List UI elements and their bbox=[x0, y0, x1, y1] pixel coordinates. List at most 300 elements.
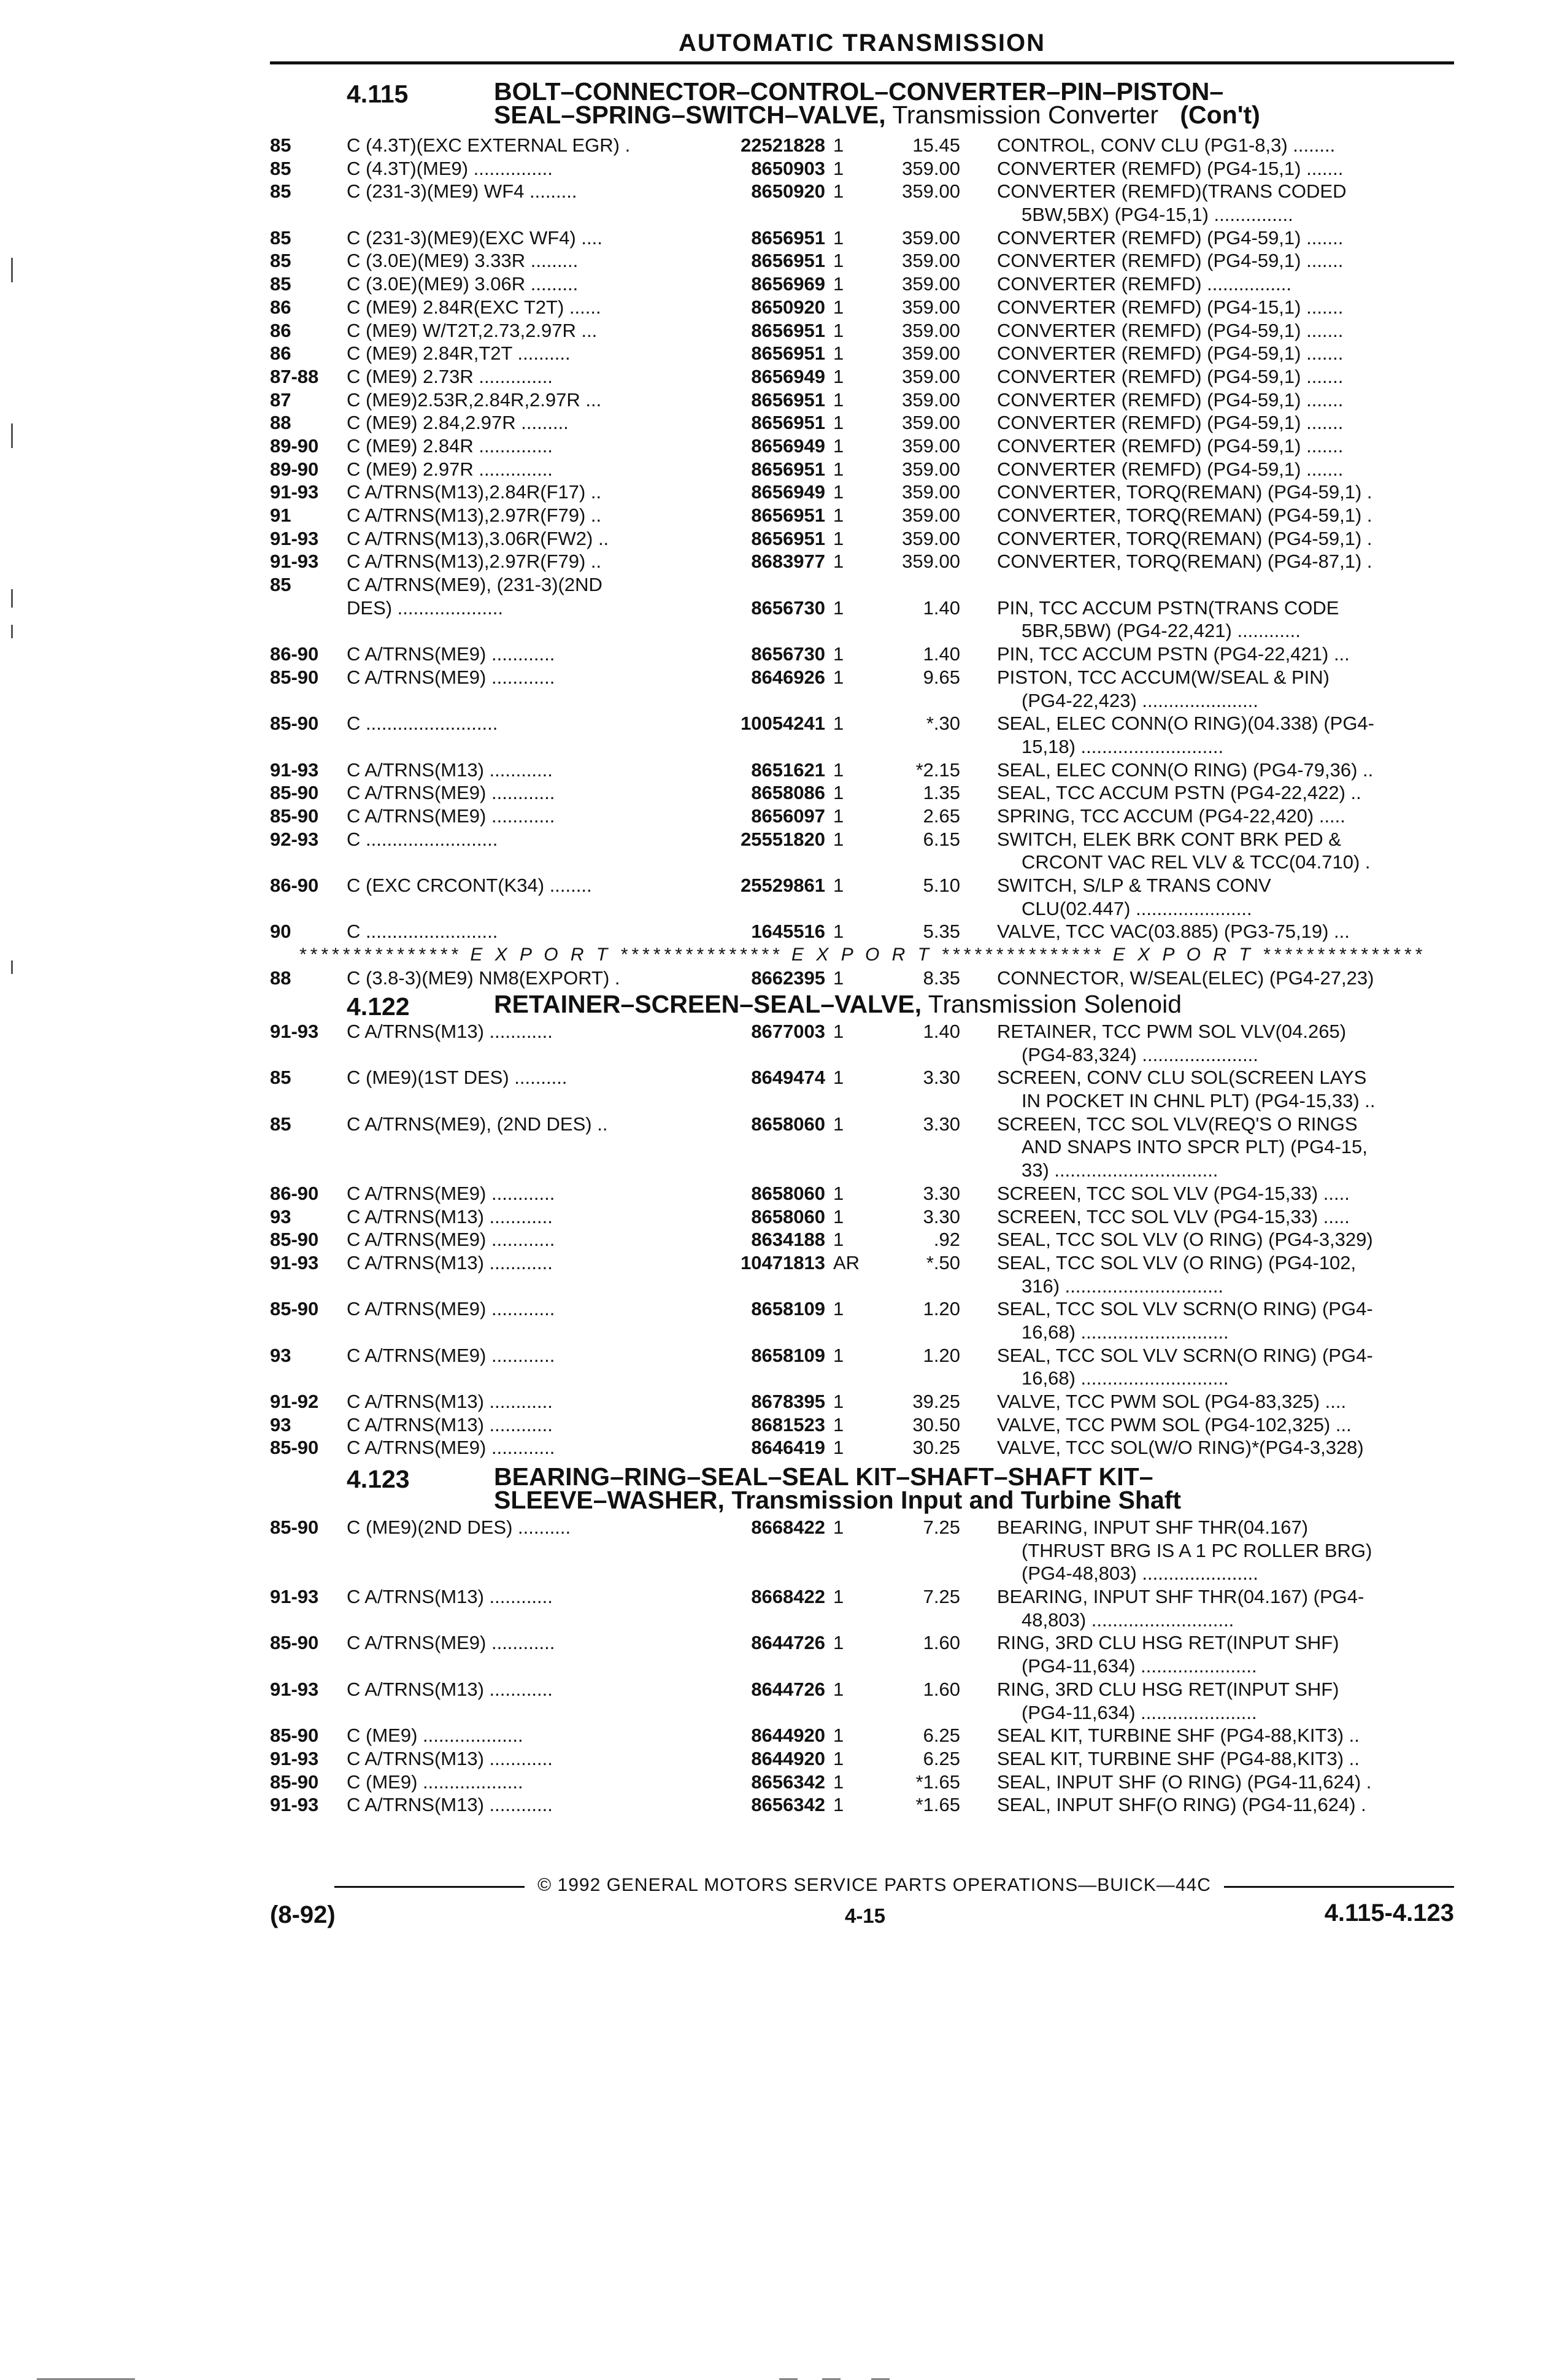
table-row bbox=[270, 1585, 1454, 1609]
application-cell: C A/TRNS(M13),2.84R(F17) .. bbox=[347, 481, 602, 503]
section-title-suffix: (Con't) bbox=[1180, 101, 1260, 129]
application-cell: C A/TRNS(ME9), (231-3)(2ND bbox=[347, 574, 602, 596]
part-number-cell: 8651621 bbox=[751, 759, 825, 781]
quantity-cell: 1 bbox=[833, 1391, 844, 1412]
quantity-cell: 1 bbox=[833, 1771, 844, 1793]
quantity-cell: 1 bbox=[833, 921, 844, 943]
quantity-cell: 1 bbox=[833, 759, 844, 781]
year-cell: 85 bbox=[270, 273, 291, 295]
price-cell: 359.00 bbox=[902, 273, 960, 295]
scan-mark bbox=[11, 625, 13, 638]
price-cell: 359.00 bbox=[902, 481, 960, 503]
year-cell: 85-90 bbox=[270, 1632, 319, 1654]
table-row-continuation bbox=[270, 1321, 1454, 1344]
section-title-bold: RETAINER–SCREEN–SEAL–VALVE, bbox=[494, 990, 922, 1018]
part-number-cell: 8662395 bbox=[751, 967, 825, 989]
application-cell: C (ME9) ................... bbox=[347, 1725, 523, 1747]
description-cell: SPRING, TCC ACCUM (PG4-22,420) ..... bbox=[997, 805, 1345, 827]
year-cell: 93 bbox=[270, 1344, 291, 1366]
year-cell: 91-93 bbox=[270, 1021, 319, 1042]
price-cell: 359.00 bbox=[902, 388, 960, 411]
table-row bbox=[270, 828, 1454, 851]
description-cell: (PG4-48,803) ...................... bbox=[1022, 1563, 1258, 1585]
application-cell: C A/TRNS(M13) ............ bbox=[347, 1251, 553, 1273]
year-cell: 85 bbox=[270, 226, 291, 249]
application-cell: C (ME9)(2ND DES) .......... bbox=[347, 1516, 571, 1538]
year-cell: 85-90 bbox=[270, 666, 319, 688]
section-title-bold: SEAL–SPRING–SWITCH–VALVE, bbox=[494, 101, 886, 129]
export-divider-text: *************** E X P O R T *************** E X P O R T *************** E X P O R T *************** bbox=[298, 945, 1426, 965]
quantity-cell: 1 bbox=[833, 713, 844, 735]
application-cell: C (EXC CRCONT(K34) ........ bbox=[347, 875, 592, 896]
year-cell: 87 bbox=[270, 388, 291, 411]
part-number-cell: 8634188 bbox=[751, 1229, 825, 1251]
description-cell: SEAL, ELEC CONN(O RING)(04.338) (PG4- bbox=[997, 713, 1374, 735]
table-row-continuation bbox=[270, 203, 1454, 226]
price-cell: 359.00 bbox=[902, 458, 960, 480]
table-row bbox=[270, 180, 1454, 203]
year-cell: 85 bbox=[270, 157, 291, 179]
application-cell: C A/TRNS(M13),2.97R(F79) .. bbox=[347, 551, 602, 573]
description-cell: CONVERTER (REMFD) (PG4-59,1) ....... bbox=[997, 458, 1344, 480]
application-cell: C (231-3)(ME9) WF4 ......... bbox=[347, 180, 577, 203]
description-cell: CONVERTER, TORQ(REMAN) (PG4-87,1) . bbox=[997, 551, 1372, 573]
application-cell: C ......................... bbox=[347, 828, 498, 850]
quantity-cell: 1 bbox=[833, 1632, 844, 1654]
price-cell: 6.15 bbox=[923, 828, 960, 850]
description-cell: PIN, TCC ACCUM PSTN(TRANS CODE bbox=[997, 597, 1339, 619]
description-cell: CONVERTER, TORQ(REMAN) (PG4-59,1) . bbox=[997, 481, 1372, 503]
description-cell: SEAL, TCC SOL VLV SCRN(O RING) (PG4- bbox=[997, 1344, 1373, 1366]
year-cell: 85-90 bbox=[270, 1437, 319, 1459]
section-title-rest: Transmission Converter bbox=[892, 101, 1158, 129]
description-cell: SCREEN, TCC SOL VLV (PG4-15,33) ..... bbox=[997, 1182, 1350, 1204]
description-cell: 48,803) ........................... bbox=[1022, 1609, 1234, 1631]
application-cell: C A/TRNS(ME9) ............ bbox=[347, 805, 555, 827]
year-cell: 91-93 bbox=[270, 759, 319, 781]
parts-table-4-123 bbox=[270, 1516, 1454, 1817]
description-cell: CONVERTER (REMFD) (PG4-59,1) ....... bbox=[997, 435, 1344, 457]
description-cell: SWITCH, ELEK BRK CONT BRK PED & bbox=[997, 828, 1341, 850]
part-number-cell: 8677003 bbox=[751, 1021, 825, 1042]
description-cell: SEAL, TCC SOL VLV (O RING) (PG4-102, bbox=[997, 1251, 1357, 1273]
year-cell: 88 bbox=[270, 412, 291, 434]
table-row bbox=[270, 296, 1454, 319]
section-title-bold: BOLT–CONNECTOR–CONTROL–CONVERTER–PIN–PISTON– bbox=[494, 77, 1224, 106]
table-row bbox=[270, 967, 1454, 990]
description-cell: VALVE, TCC PWM SOL (PG4-83,325) .... bbox=[997, 1391, 1347, 1412]
price-cell: *2.15 bbox=[915, 759, 960, 781]
quantity-cell: 1 bbox=[833, 504, 844, 526]
part-number-cell: 8683977 bbox=[751, 551, 825, 573]
description-cell: CONVERTER (REMFD) (PG4-59,1) ....... bbox=[997, 319, 1344, 341]
description-cell: SCREEN, CONV CLU SOL(SCREEN LAYS bbox=[997, 1067, 1367, 1089]
year-cell: 85-90 bbox=[270, 1298, 319, 1320]
table-row-continuation bbox=[270, 1135, 1454, 1159]
description-cell: 5BR,5BW) (PG4-22,421) ............ bbox=[1022, 620, 1301, 642]
price-cell: 359.00 bbox=[902, 527, 960, 549]
description-cell: CONVERTER (REMFD) (PG4-15,1) ....... bbox=[997, 157, 1344, 179]
description-cell: VALVE, TCC PWM SOL (PG4-102,325) ... bbox=[997, 1413, 1352, 1435]
year-cell: 91-93 bbox=[270, 1747, 319, 1769]
price-cell: 8.35 bbox=[923, 967, 960, 989]
quantity-cell: 1 bbox=[833, 1229, 844, 1251]
application-cell: C A/TRNS(M13),2.97R(F79) .. bbox=[347, 504, 602, 526]
description-cell: 16,68) ............................ bbox=[1022, 1321, 1229, 1343]
description-cell: CONVERTER (REMFD) (PG4-59,1) ....... bbox=[997, 412, 1344, 434]
price-cell: 359.00 bbox=[902, 551, 960, 573]
application-cell: C A/TRNS(ME9) ............ bbox=[347, 782, 555, 804]
part-number-cell: 8668422 bbox=[751, 1586, 825, 1608]
description-cell: (PG4-22,423) ...................... bbox=[1022, 689, 1258, 711]
year-cell: 86-90 bbox=[270, 875, 319, 896]
table-row bbox=[270, 272, 1454, 296]
description-cell: CRCONT VAC REL VLV & TCC(04.710) . bbox=[1022, 851, 1371, 873]
table-row bbox=[270, 435, 1454, 458]
description-cell: SCREEN, TCC SOL VLV (PG4-15,33) ..... bbox=[997, 1205, 1350, 1227]
application-cell: C A/TRNS(M13) ............ bbox=[347, 1794, 553, 1816]
export-divider bbox=[270, 943, 1454, 967]
quantity-cell: 1 bbox=[833, 1437, 844, 1459]
quantity-cell: 1 bbox=[833, 1794, 844, 1816]
part-number-cell: 8656097 bbox=[751, 805, 825, 827]
table-row bbox=[270, 365, 1454, 388]
year-cell: 85-90 bbox=[270, 1725, 319, 1747]
table-row-continuation bbox=[270, 851, 1454, 874]
application-cell: C (3.0E)(ME9) 3.06R ......... bbox=[347, 273, 579, 295]
quantity-cell: 1 bbox=[833, 134, 844, 156]
description-cell: CLU(02.447) ...................... bbox=[1022, 897, 1252, 919]
part-number-cell: 10471813 bbox=[741, 1251, 825, 1273]
application-cell: C (ME9)2.53R,2.84R,2.97R ... bbox=[347, 388, 602, 411]
application-cell: C (ME9) 2.73R .............. bbox=[347, 365, 553, 387]
part-number-cell: 8656969 bbox=[751, 273, 825, 295]
description-cell: SEAL, TCC SOL VLV SCRN(O RING) (PG4- bbox=[997, 1298, 1373, 1320]
scan-mark bbox=[11, 258, 13, 282]
part-number-cell: 8658060 bbox=[751, 1113, 825, 1135]
price-cell: 39.25 bbox=[912, 1391, 960, 1412]
table-row bbox=[270, 1436, 1454, 1459]
footer-date: (8-92) bbox=[270, 1901, 336, 1928]
section-title-rest: Transmission Solenoid bbox=[928, 990, 1182, 1018]
application-cell: C A/TRNS(M13) ............ bbox=[347, 1205, 553, 1227]
year-cell: 93 bbox=[270, 1413, 291, 1435]
quantity-cell: 1 bbox=[833, 1298, 844, 1320]
description-cell: CONNECTOR, W/SEAL(ELEC) (PG4-27,23) bbox=[997, 967, 1374, 989]
table-row-continuation bbox=[270, 1089, 1454, 1113]
application-cell: C A/TRNS(ME9) ............ bbox=[347, 666, 555, 688]
header-rule bbox=[270, 61, 1454, 64]
year-cell: 91-93 bbox=[270, 1586, 319, 1608]
table-row bbox=[270, 1390, 1454, 1413]
description-cell: BEARING, INPUT SHF THR(04.167) (PG4- bbox=[997, 1586, 1364, 1608]
quantity-cell: 1 bbox=[833, 782, 844, 804]
part-number-cell: 8650920 bbox=[751, 180, 825, 203]
description-cell: 5BW,5BX) (PG4-15,1) ............... bbox=[1022, 204, 1293, 226]
quantity-cell: 1 bbox=[833, 481, 844, 503]
year-cell: 91-93 bbox=[270, 481, 319, 503]
quantity-cell: 1 bbox=[833, 1182, 844, 1204]
quantity-cell: 1 bbox=[833, 643, 844, 665]
description-cell: SEAL, ELEC CONN(O RING) (PG4-79,36) .. bbox=[997, 759, 1374, 781]
application-cell: C (ME9)(1ST DES) .......... bbox=[347, 1067, 568, 1089]
table-row bbox=[270, 1413, 1454, 1437]
year-cell: 91-93 bbox=[270, 1678, 319, 1700]
table-row bbox=[270, 458, 1454, 481]
part-number-cell: 8650903 bbox=[751, 157, 825, 179]
table-row-continuation bbox=[270, 1159, 1454, 1182]
table-row bbox=[270, 920, 1454, 943]
table-row bbox=[270, 666, 1454, 689]
description-cell: CONVERTER (REMFD)(TRANS CODED bbox=[997, 180, 1347, 203]
application-cell: C (231-3)(ME9)(EXC WF4) .... bbox=[347, 226, 602, 249]
year-cell: 85-90 bbox=[270, 713, 319, 735]
price-cell: 3.30 bbox=[923, 1205, 960, 1227]
part-number-cell: 8656951 bbox=[751, 504, 825, 526]
price-cell: 1.40 bbox=[923, 1021, 960, 1042]
section-number: 4.122 bbox=[347, 992, 410, 1021]
quantity-cell: 1 bbox=[833, 1413, 844, 1435]
footer-rule-right bbox=[1224, 1886, 1454, 1888]
application-cell: C (ME9) 2.84,2.97R ......... bbox=[347, 412, 569, 434]
application-cell: C A/TRNS(ME9) ............ bbox=[347, 1344, 555, 1366]
quantity-cell: 1 bbox=[833, 157, 844, 179]
year-cell: 85 bbox=[270, 250, 291, 272]
application-cell: C A/TRNS(M13) ............ bbox=[347, 1021, 553, 1042]
table-row bbox=[270, 411, 1454, 435]
price-cell: 7.25 bbox=[923, 1516, 960, 1538]
part-number-cell: 8656949 bbox=[751, 481, 825, 503]
quantity-cell: 1 bbox=[833, 1344, 844, 1366]
table-row bbox=[270, 504, 1454, 527]
year-cell: 85 bbox=[270, 180, 291, 203]
part-number-cell: 8656951 bbox=[751, 388, 825, 411]
table-row bbox=[270, 388, 1454, 412]
description-cell: SEAL, INPUT SHF (O RING) (PG4-11,624) . bbox=[997, 1771, 1372, 1793]
table-row bbox=[270, 1113, 1454, 1136]
part-number-cell: 8656949 bbox=[751, 365, 825, 387]
table-row bbox=[270, 1678, 1454, 1701]
quantity-cell: 1 bbox=[833, 875, 844, 896]
application-cell: C A/TRNS(M13),3.06R(FW2) .. bbox=[347, 527, 609, 549]
year-cell: 89-90 bbox=[270, 458, 319, 480]
description-cell: CONVERTER, TORQ(REMAN) (PG4-59,1) . bbox=[997, 527, 1372, 549]
description-cell: CONVERTER, TORQ(REMAN) (PG4-59,1) . bbox=[997, 504, 1372, 526]
application-cell: C (4.3T)(ME9) ............... bbox=[347, 157, 553, 179]
part-number-cell: 8650920 bbox=[751, 296, 825, 318]
application-cell: C A/TRNS(M13) ............ bbox=[347, 1747, 553, 1769]
description-cell: CONVERTER (REMFD) (PG4-59,1) ....... bbox=[997, 365, 1344, 387]
application-cell: C A/TRNS(ME9) ............ bbox=[347, 1298, 555, 1320]
table-row bbox=[270, 249, 1454, 272]
part-number-cell: 8656342 bbox=[751, 1794, 825, 1816]
year-cell: 89-90 bbox=[270, 435, 319, 457]
description-cell: 33) ............................... bbox=[1022, 1159, 1218, 1181]
description-cell: CONTROL, CONV CLU (PG1-8,3) ........ bbox=[997, 134, 1336, 156]
part-number-cell: 8681523 bbox=[751, 1413, 825, 1435]
price-cell: 6.25 bbox=[923, 1747, 960, 1769]
description-cell: RING, 3RD CLU HSG RET(INPUT SHF) bbox=[997, 1632, 1339, 1654]
quantity-cell: 1 bbox=[833, 967, 844, 989]
description-cell: CONVERTER (REMFD) (PG4-59,1) ....... bbox=[997, 342, 1344, 365]
year-cell: 90 bbox=[270, 921, 291, 943]
application-cell: C (3.8-3)(ME9) NM8(EXPORT) . bbox=[347, 967, 620, 989]
application-cell: C (ME9) 2.84R(EXC T2T) ...... bbox=[347, 296, 601, 318]
description-cell: CONVERTER (REMFD) (PG4-15,1) ....... bbox=[997, 296, 1344, 318]
table-row bbox=[270, 1182, 1454, 1205]
table-row bbox=[270, 573, 1454, 597]
description-cell: PISTON, TCC ACCUM(W/SEAL & PIN) bbox=[997, 666, 1330, 688]
description-cell: (PG4-11,634) ...................... bbox=[1022, 1701, 1257, 1723]
quantity-cell: 1 bbox=[833, 1113, 844, 1135]
year-cell: 85-90 bbox=[270, 782, 319, 804]
quantity-cell: 1 bbox=[833, 1021, 844, 1042]
table-row bbox=[270, 712, 1454, 735]
table-row bbox=[270, 597, 1454, 620]
table-row-continuation bbox=[270, 1655, 1454, 1678]
description-cell: SEAL KIT, TURBINE SHF (PG4-88,KIT3) .. bbox=[997, 1725, 1360, 1747]
table-row-continuation bbox=[270, 1562, 1454, 1585]
price-cell: 3.30 bbox=[923, 1067, 960, 1089]
price-cell: 359.00 bbox=[902, 319, 960, 341]
part-number-cell: 8658109 bbox=[751, 1344, 825, 1366]
quantity-cell: 1 bbox=[833, 250, 844, 272]
quantity-cell: 1 bbox=[833, 1205, 844, 1227]
application-cell: DES) .................... bbox=[347, 597, 503, 619]
parts-table-4-115 bbox=[270, 134, 1454, 989]
part-number-cell: 8668422 bbox=[751, 1516, 825, 1538]
table-row-continuation bbox=[270, 735, 1454, 759]
application-cell: C A/TRNS(ME9) ............ bbox=[347, 1182, 555, 1204]
table-row bbox=[270, 342, 1454, 365]
price-cell: *.50 bbox=[926, 1251, 960, 1273]
table-row bbox=[270, 1297, 1454, 1321]
description-cell: 15,18) ........................... bbox=[1022, 735, 1224, 757]
quantity-cell: 1 bbox=[833, 273, 844, 295]
table-row bbox=[270, 874, 1454, 897]
part-number-cell: 1645516 bbox=[751, 921, 825, 943]
part-number-cell: 8656949 bbox=[751, 435, 825, 457]
scan-mark bbox=[11, 960, 13, 974]
parts-table-4-122 bbox=[270, 1020, 1454, 1459]
price-cell: 3.30 bbox=[923, 1113, 960, 1135]
table-row bbox=[270, 1516, 1454, 1539]
application-cell: C (ME9) 2.84R .............. bbox=[347, 435, 553, 457]
part-number-cell: 8658060 bbox=[751, 1205, 825, 1227]
table-row bbox=[270, 1747, 1454, 1771]
year-cell: 91-93 bbox=[270, 1251, 319, 1273]
quantity-cell: 1 bbox=[833, 180, 844, 203]
part-number-cell: 8656730 bbox=[751, 597, 825, 619]
price-cell: 15.45 bbox=[912, 134, 960, 156]
price-cell: 359.00 bbox=[902, 250, 960, 272]
quantity-cell: 1 bbox=[833, 412, 844, 434]
part-number-cell: 10054241 bbox=[741, 713, 825, 735]
price-cell: 1.40 bbox=[923, 597, 960, 619]
table-row bbox=[270, 157, 1454, 180]
application-cell: C A/TRNS(ME9) ............ bbox=[347, 1632, 555, 1654]
price-cell: 359.00 bbox=[902, 180, 960, 203]
section-title-bold: SLEEVE–WASHER, bbox=[494, 1486, 725, 1514]
table-row-continuation bbox=[270, 1043, 1454, 1067]
quantity-cell: 1 bbox=[833, 226, 844, 249]
description-cell: VALVE, TCC VAC(03.885) (PG3-75,19) ... bbox=[997, 921, 1350, 943]
table-row bbox=[270, 481, 1454, 504]
year-cell: 93 bbox=[270, 1205, 291, 1227]
year-cell: 85 bbox=[270, 1067, 291, 1089]
table-row bbox=[270, 1251, 1454, 1275]
table-row bbox=[270, 134, 1454, 157]
year-cell: 86-90 bbox=[270, 1182, 319, 1204]
quantity-cell: AR bbox=[833, 1251, 860, 1273]
application-cell: C (ME9) ................... bbox=[347, 1771, 523, 1793]
table-row bbox=[270, 1631, 1454, 1655]
price-cell: 1.35 bbox=[923, 782, 960, 804]
scan-mark bbox=[11, 423, 13, 448]
part-number-cell: 8658109 bbox=[751, 1298, 825, 1320]
part-number-cell: 22521828 bbox=[741, 134, 825, 156]
year-cell: 85 bbox=[270, 134, 291, 156]
price-cell: 30.50 bbox=[912, 1413, 960, 1435]
price-cell: 2.65 bbox=[923, 805, 960, 827]
table-row-continuation bbox=[270, 1539, 1454, 1563]
application-cell: C A/TRNS(ME9) ............ bbox=[347, 1437, 555, 1459]
application-cell: C A/TRNS(ME9) ............ bbox=[347, 643, 555, 665]
table-row bbox=[270, 1771, 1454, 1794]
price-cell: 5.10 bbox=[923, 875, 960, 896]
description-cell: SEAL, TCC ACCUM PSTN (PG4-22,422) .. bbox=[997, 782, 1361, 804]
section-title bbox=[494, 1462, 1451, 1514]
price-cell: 1.60 bbox=[923, 1678, 960, 1700]
table-row bbox=[270, 1205, 1454, 1229]
part-number-cell: 8658060 bbox=[751, 1182, 825, 1204]
description-cell: BEARING, INPUT SHF THR(04.167) bbox=[997, 1516, 1309, 1538]
application-cell: C A/TRNS(M13) ............ bbox=[347, 1413, 553, 1435]
year-cell: 92-93 bbox=[270, 828, 319, 850]
price-cell: 359.00 bbox=[902, 412, 960, 434]
quantity-cell: 1 bbox=[833, 1516, 844, 1538]
description-cell: SEAL KIT, TURBINE SHF (PG4-88,KIT3) .. bbox=[997, 1747, 1360, 1769]
price-cell: 1.40 bbox=[923, 643, 960, 665]
description-cell: 316) .............................. bbox=[1022, 1275, 1224, 1297]
section-title-bold: BEARING–RING–SEAL–SEAL KIT–SHAFT–SHAFT KIT– bbox=[494, 1462, 1153, 1491]
price-cell: 1.20 bbox=[923, 1298, 960, 1320]
part-number-cell: 8678395 bbox=[751, 1391, 825, 1412]
part-number-cell: 8646419 bbox=[751, 1437, 825, 1459]
footer-page-number: 4-15 bbox=[844, 1904, 886, 1927]
application-cell: C A/TRNS(ME9) ............ bbox=[347, 1229, 555, 1251]
price-cell: 1.60 bbox=[923, 1632, 960, 1654]
part-number-cell: 8658086 bbox=[751, 782, 825, 804]
price-cell: 30.25 bbox=[912, 1437, 960, 1459]
table-row bbox=[270, 759, 1454, 782]
price-cell: 359.00 bbox=[902, 157, 960, 179]
year-cell: 85-90 bbox=[270, 1229, 319, 1251]
quantity-cell: 1 bbox=[833, 666, 844, 688]
description-cell: VALVE, TCC SOL(W/O RING)*(PG4-3,328) bbox=[997, 1437, 1364, 1459]
part-number-cell: 8646926 bbox=[751, 666, 825, 688]
description-cell: CONVERTER (REMFD) (PG4-59,1) ....... bbox=[997, 226, 1344, 249]
part-number-cell: 8656951 bbox=[751, 319, 825, 341]
quantity-cell: 1 bbox=[833, 388, 844, 411]
application-cell: C A/TRNS(M13) ............ bbox=[347, 1391, 553, 1412]
price-cell: *1.65 bbox=[915, 1771, 960, 1793]
description-cell: SCREEN, TCC SOL VLV(REQ'S O RINGS bbox=[997, 1113, 1358, 1135]
table-row bbox=[270, 1228, 1454, 1251]
table-row-continuation bbox=[270, 1701, 1454, 1725]
part-number-cell: 8644920 bbox=[751, 1725, 825, 1747]
application-cell: C A/TRNS(M13) ............ bbox=[347, 1586, 553, 1608]
